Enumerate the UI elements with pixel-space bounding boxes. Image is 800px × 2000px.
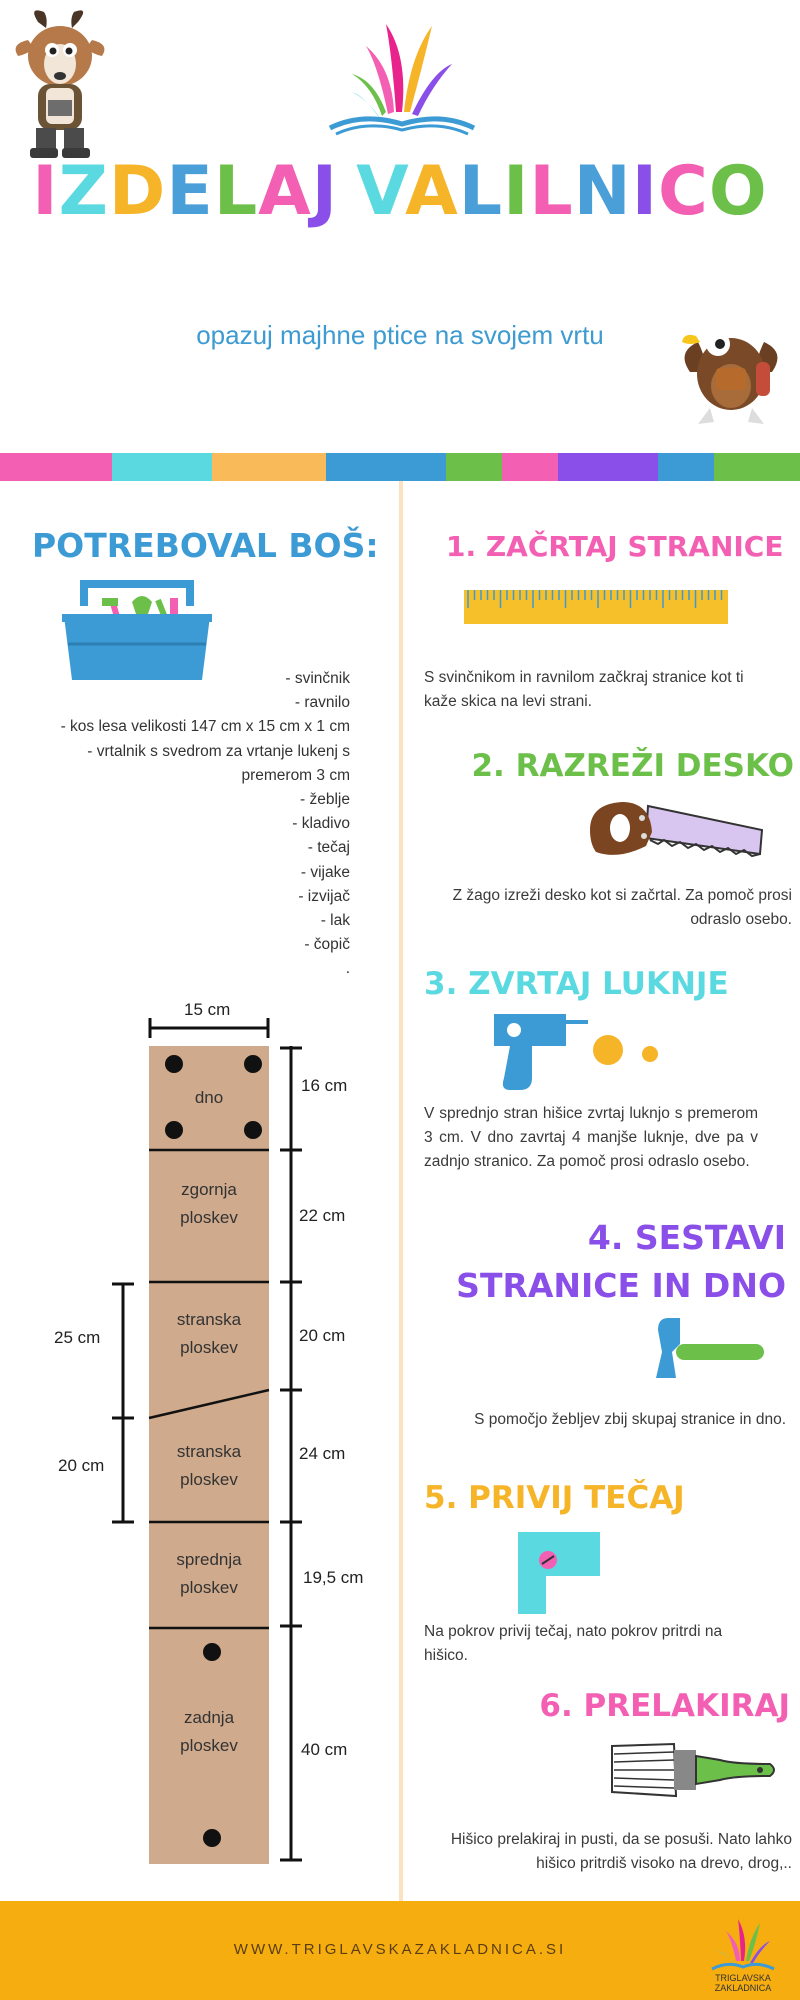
segment-name: dno — [194, 1088, 224, 1107]
step-3-heading: 3. ZVRTAJ LUKNJE — [424, 966, 729, 1002]
stripe-segment — [0, 453, 112, 481]
side-length-label: 25 cm — [54, 1328, 101, 1347]
material-item: - vijake — [300, 863, 350, 881]
title-letter: A — [258, 152, 312, 231]
segment-length: 20 cm — [299, 1326, 346, 1345]
stripe-segment — [326, 453, 446, 481]
title-letter: I — [32, 152, 59, 231]
material-item: - čopič — [304, 936, 350, 954]
segment-name: zadnja ploskev — [180, 1708, 238, 1755]
stripe-segment — [558, 453, 658, 481]
page-title — [0, 152, 800, 231]
step-3-text: V sprednjo stran hišice zvrtaj luknjo s premerom 3 cm. V dno zavrtaj 4 manjše luknje, dve pa v zadnjo stranico. Za pomoč prosi odraslo osebo. — [424, 1105, 758, 1170]
column-divider — [399, 481, 403, 1901]
segment-name: sprednja ploskev — [176, 1550, 242, 1597]
title-letter: Z — [58, 152, 109, 231]
title-letter: A — [405, 152, 459, 231]
hammer-icon — [650, 1312, 766, 1384]
title-letter: L — [458, 152, 504, 231]
segment-length: 19,5 cm — [303, 1568, 364, 1587]
goat-mascot-illustration — [8, 4, 118, 164]
step-2-text: Z žago izreži desko kot si začrtal. Za pomoč prosi odraslo osebo. — [452, 887, 792, 928]
footer — [0, 1901, 800, 2000]
segment-length: 22 cm — [299, 1206, 346, 1225]
material-item: - kladivo — [292, 815, 350, 833]
step-5-heading: 5. PRIVIJ TEČAJ — [424, 1480, 685, 1516]
title-letter: I — [503, 152, 530, 231]
title-letter: V — [356, 152, 406, 231]
title-letter: C — [658, 152, 709, 231]
material-item: - vrtalnik s svedrom za vrtanje lukenj s — [87, 742, 350, 760]
stripe-segment — [446, 453, 502, 481]
title-letter: O — [708, 152, 768, 231]
stripe-segment — [212, 453, 326, 481]
title-letter: J — [311, 152, 339, 231]
step-2-heading: 2. RAZREŽI DESKO — [471, 748, 794, 784]
ruler-icon — [464, 584, 728, 630]
width-label: 15 cm — [184, 1000, 231, 1019]
side-length-label: 20 cm — [58, 1456, 105, 1475]
materials-heading: POTREBOVAL BOŠ: — [32, 526, 379, 565]
drill-icon — [490, 1008, 664, 1092]
title-letter: N — [573, 152, 632, 231]
step-4-heading-line1: 4. SESTAVI — [587, 1218, 786, 1257]
material-item: - kos lesa velikosti 147 cm x 15 cm x 1 cm — [60, 718, 350, 736]
step-1-text: S svinčnikom in ravnilom začkraj stranice kot ti kaže skica na levi strani. — [424, 669, 744, 710]
stripe-segment — [714, 453, 800, 481]
material-item: premerom 3 cm — [241, 766, 350, 784]
material-item: - tečaj — [307, 839, 350, 857]
material-item: - žeblje — [300, 791, 350, 809]
page-subtitle: opazuj majhne ptice na svojem vrtu — [196, 320, 604, 350]
segment-name: stranska ploskev — [176, 1310, 242, 1357]
stripe-segment — [502, 453, 558, 481]
segment-name: zgornja ploskev — [180, 1180, 238, 1227]
segment-length: 24 cm — [299, 1444, 346, 1463]
material-item: - izvijač — [298, 887, 350, 905]
footer-book-logo — [708, 1917, 778, 1973]
title-letter: E — [166, 152, 214, 231]
step-4-text: S pomočjo žebljev zbij skupaj stranice in dno. — [474, 1411, 786, 1428]
book-logo — [322, 16, 482, 140]
step-1-heading: 1. ZAČRTAJ STRANICE — [446, 530, 784, 563]
stripe-segment — [658, 453, 714, 481]
footer-website-link[interactable]: WWW.TRIGLAVSKAZAKLADNICA.SI — [233, 1941, 567, 1958]
segment-name: stranska ploskev — [176, 1442, 242, 1489]
materials-list — [10, 667, 350, 982]
title-letter: L — [213, 152, 259, 231]
plank-diagram — [40, 1000, 380, 1880]
saw-icon — [588, 796, 764, 868]
title-letter: D — [108, 152, 167, 231]
material-item: - lak — [320, 912, 350, 930]
step-5-text: Na pokrov privij tečaj, nato pokrov pritrdi na hišico. — [424, 1623, 723, 1664]
material-item: - ravnilo — [294, 694, 350, 712]
step-4-heading-line2: STRANICE IN DNO — [456, 1266, 786, 1305]
material-item: - svinčnik — [285, 670, 350, 687]
title-letter: L — [529, 152, 574, 231]
paintbrush-icon — [610, 1740, 780, 1800]
bird-mascot-illustration — [676, 312, 786, 436]
color-stripe — [0, 453, 800, 481]
step-6-heading: 6. PRELAKIRAJ — [539, 1688, 790, 1724]
segment-length: 40 cm — [301, 1740, 348, 1759]
step-6-text: Hišico prelakiraj in pusti, da se posuši. Nato lahko hišico pritrdiš visoko na drevo, drog,.. — [450, 1831, 792, 1872]
title-letter: I — [631, 152, 658, 231]
segment-length: 16 cm — [301, 1076, 348, 1095]
footer-brand-name: TRIGLAVSKA ZAKLADNICA — [714, 1973, 772, 1993]
hinge-icon — [516, 1530, 602, 1616]
material-item: . — [345, 960, 350, 978]
stripe-segment — [112, 453, 212, 481]
